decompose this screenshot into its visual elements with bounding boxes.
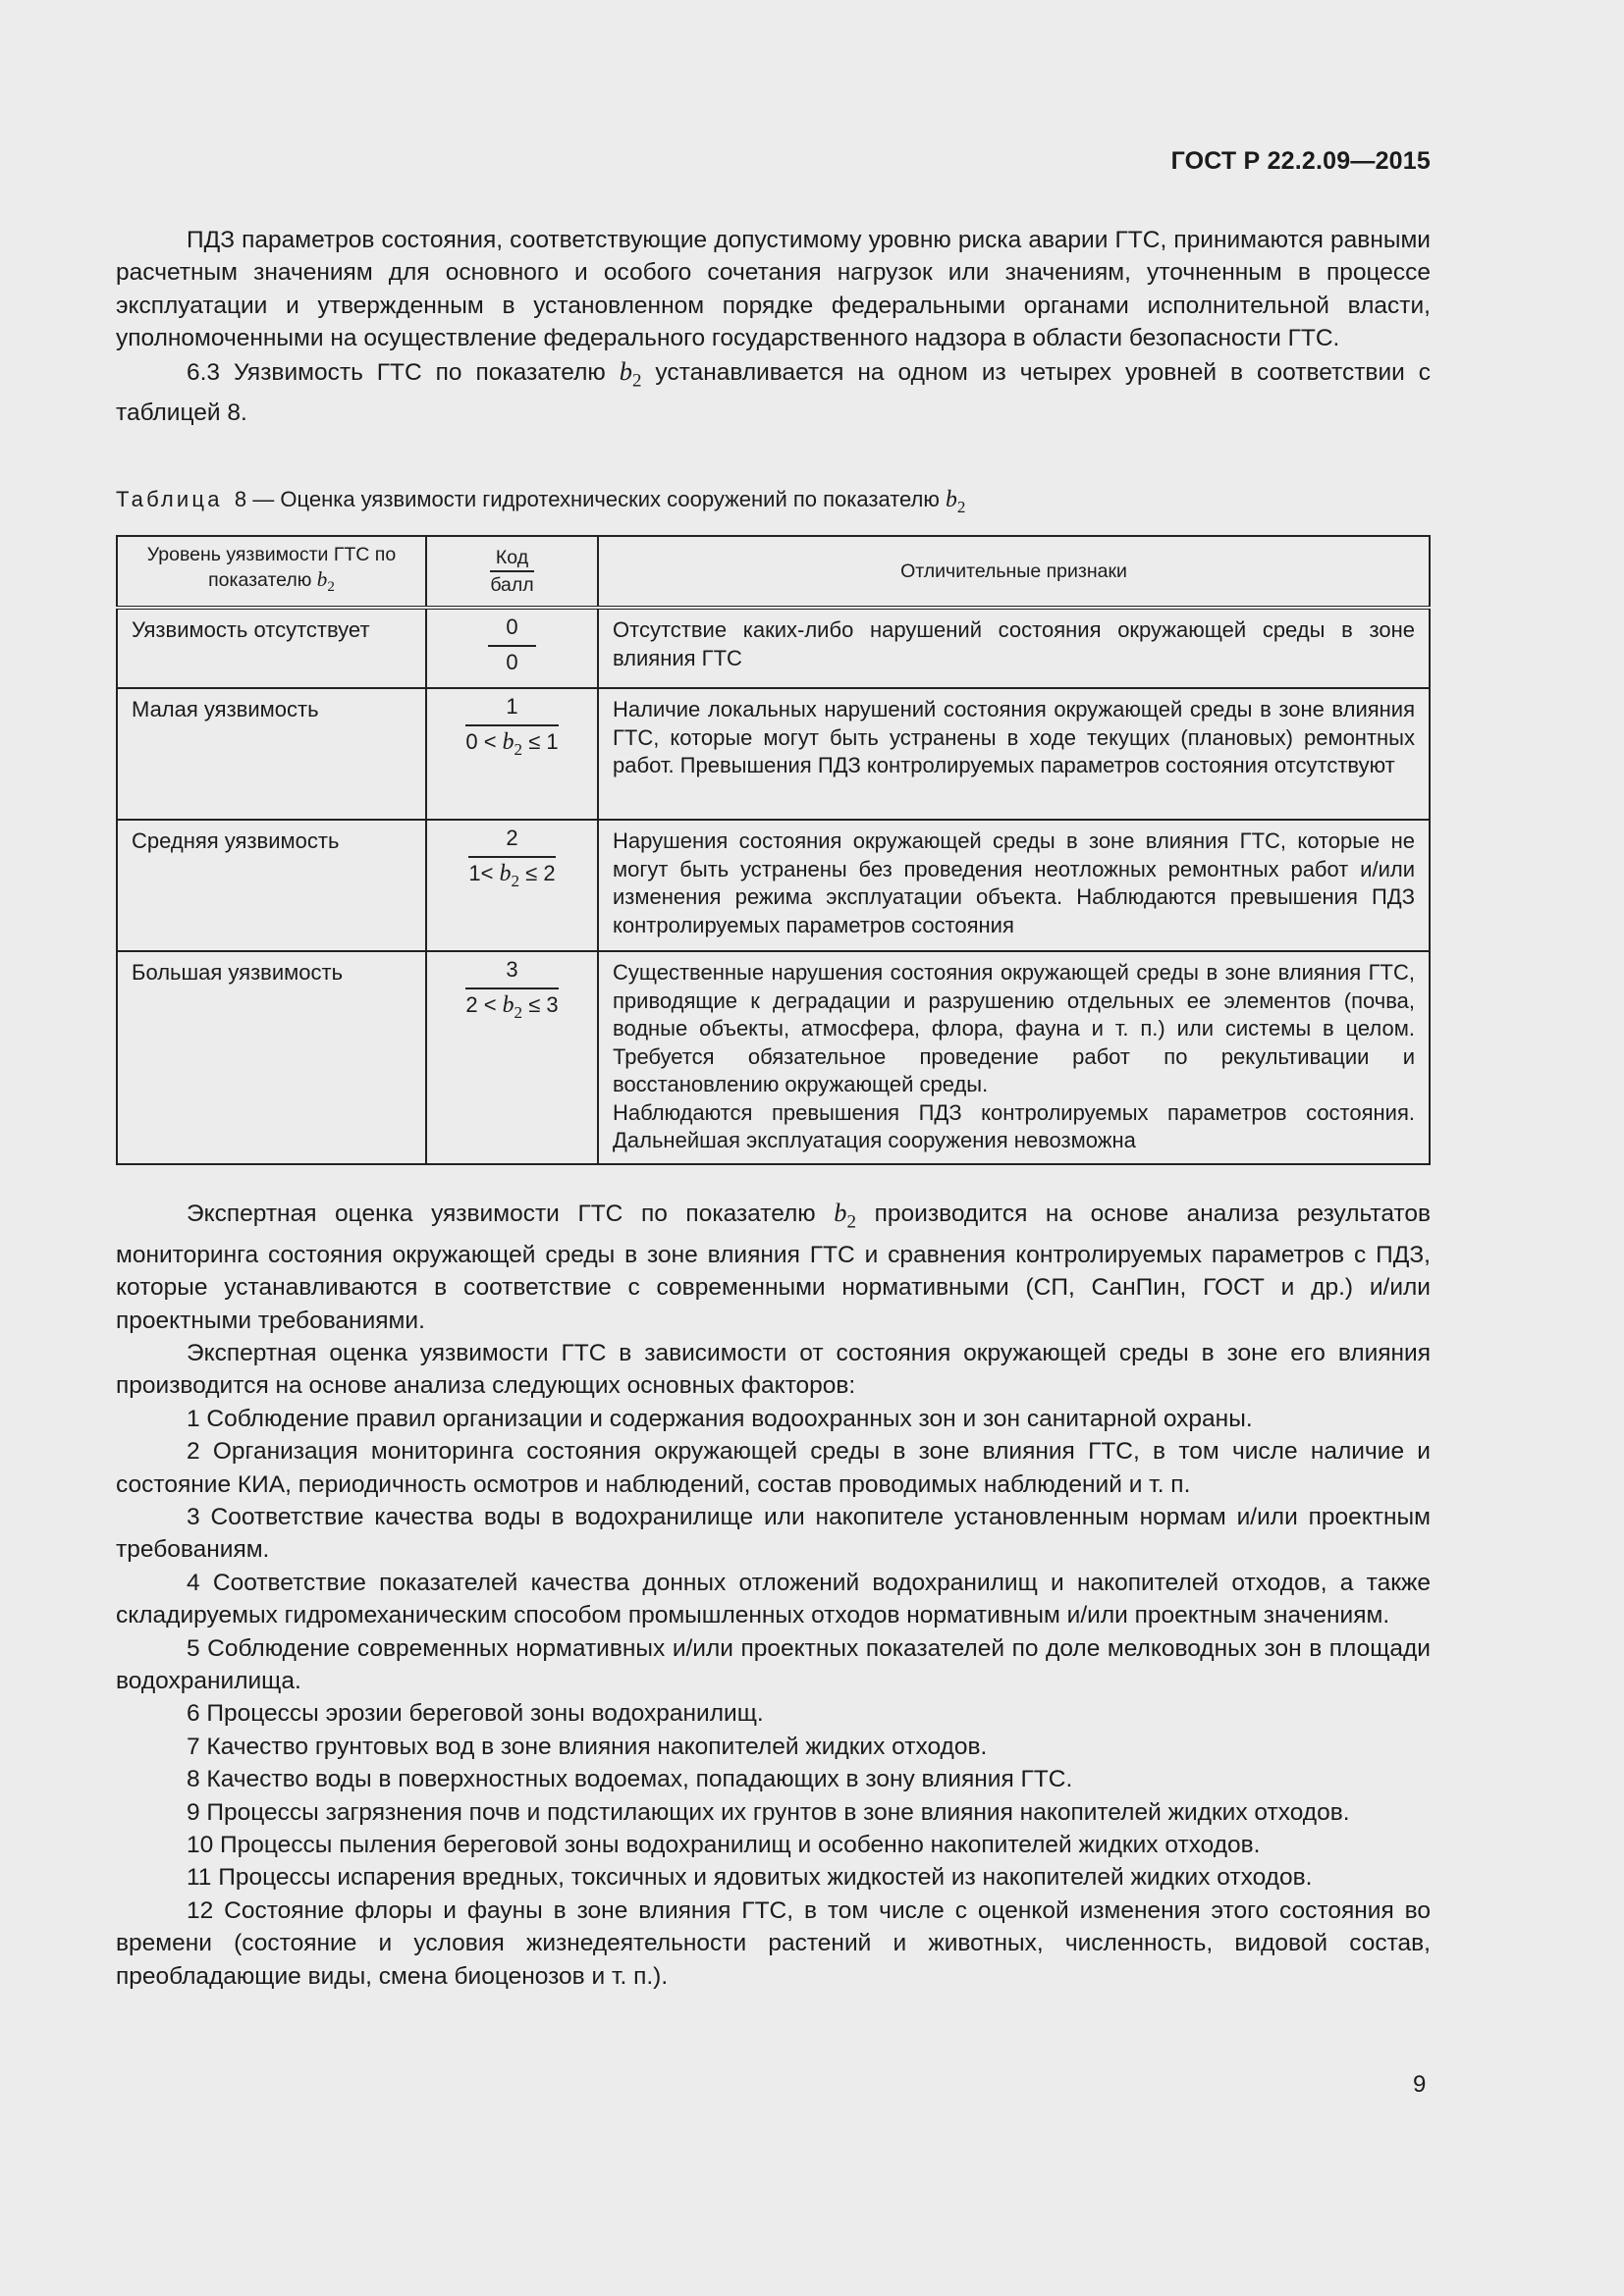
factor-item: 12 Состояние флоры и фауны в зоне влияния ГТС, в том числе с оценкой изменения этого состояния во времени (состояние и условия жизнедеятельности растений и животных, численность, видовой состав, преобладающие виды, смена биоценозов и т. п.). bbox=[116, 1896, 1431, 1990]
table-row bbox=[117, 688, 1430, 820]
level-cell: Уязвимость отсутствует bbox=[117, 608, 426, 688]
section-6-3-text-end: устанавливается на одном из четырех уровней в соответствии с таблицей 8. bbox=[116, 358, 1432, 427]
body-section bbox=[116, 1197, 1431, 1993]
score-range: $1< b_2 \le 2$ bbox=[468, 860, 556, 890]
code-cell bbox=[426, 951, 598, 1164]
header-code-label: Код bbox=[490, 545, 534, 572]
description-cell: Отсутствие каких-либо нарушений состояния окружающей среды в зоне влияния ГТС bbox=[598, 608, 1430, 688]
factors-intro-paragraph: Экспертная оценка уязвимости ГТС в зависимости от состояния окружающей среды в зоне его влияния производится на основе анализа следующих основных факторов: bbox=[116, 1339, 1431, 1400]
table-header-row bbox=[117, 536, 1430, 608]
code-score-fraction bbox=[490, 545, 534, 598]
level-cell: Большая уязвимость bbox=[117, 951, 426, 1164]
table-row bbox=[117, 951, 1430, 1164]
section-6-3-text-start: 6.3 Уязвимость ГТС по показателю bbox=[187, 358, 606, 386]
score-range: $2 < b_2 \le 3$ bbox=[465, 991, 559, 1022]
factor-item: 10 Процессы пыления береговой зоны водохранилищ и особенно накопителей жидких отходов. bbox=[187, 1832, 1261, 1858]
b2-variable: $b_2$ bbox=[316, 567, 335, 596]
description-cell: Наличие локальных нарушений состояния окружающей среды в зоне влияния ГТС, которые могут быть устранены в ходе текущих (плановых) ремонтных работ. Превышения ПДЗ контролируемых параметров состояния отсутствуют bbox=[598, 688, 1430, 820]
vulnerability-table bbox=[116, 535, 1431, 1165]
table-caption-text: 8 — Оценка уязвимости гидротехнических сооружений по показателю bbox=[234, 487, 940, 511]
header-signs: Отличительные признаки bbox=[598, 536, 1430, 608]
factor-item: 4 Соответствие показателей качества донных отложений водохранилищ и накопителей отходов, а также складируемых гидромеханическим способом промышленных отходов нормативным и/или проектным значениям. bbox=[116, 1569, 1431, 1629]
description-cell: Нарушения состояния окружающей среды в зоне влияния ГТС, которые не могут быть устранены без проведения неотложных ремонтных работ и/или изменения режима эксплуатации объекта. Наблюдаются превышения ПДЗ контролируемых параметров состояния bbox=[598, 820, 1430, 951]
table-caption bbox=[116, 485, 1431, 522]
intro-section bbox=[116, 224, 1431, 430]
code-cell bbox=[426, 608, 598, 688]
b2-variable: $b_2$ bbox=[619, 355, 642, 391]
factor-item: 3 Соответствие качества воды в водохранилище или накопителе установленным нормам и/или проектным требованиям. bbox=[116, 1503, 1431, 1564]
factor-item: 11 Процессы испарения вредных, токсичных и ядовитых жидкостей из накопителей жидких отходов. bbox=[187, 1864, 1313, 1892]
b2-variable: $b_2$ bbox=[834, 1198, 857, 1233]
header-level: Уровень уязвимости ГТС по показателю $b_2$ bbox=[117, 536, 426, 608]
level-cell: Малая уязвимость bbox=[117, 688, 426, 820]
factor-item: 6 Процессы эрозии береговой зоны водохранилищ. bbox=[187, 1700, 764, 1728]
table-row bbox=[117, 608, 1430, 688]
level-cell: Средняя уязвимость bbox=[117, 820, 426, 951]
expert-assessment-paragraph: Экспертная оценка уязвимости ГТС по показателю $b_2$ производится на основе анализа результатов мониторинга состояния окружающей среды в зоне влияния ГТС и сравнения контролируемых параметров с ПДЗ, которые устанавливаются в соответствие с современными нормативными (СП, СанПин, ГОСТ и др.) и/или проектными требованиями. bbox=[116, 1198, 1432, 1334]
factor-item: 2 Организация мониторинга состояния окружающей среды в зоне влияния ГТС, в том числе наличие и состояние КИА, периодичность осмотров и наблюдений, состав проводимых наблюдений и т. п. bbox=[116, 1438, 1431, 1498]
description-cell-continuation: Наблюдаются превышения ПДЗ контролируемых параметров состояния. Дальнейшая эксплуатация сооружения невозможна bbox=[613, 1099, 1415, 1152]
code-value: 3 bbox=[465, 956, 558, 989]
b2-variable: $b_2$ bbox=[946, 487, 966, 516]
factor-item: 5 Соблюдение современных нормативных и/или проектных показателей по доле мелководных зон в площади водохранилища. bbox=[116, 1634, 1431, 1694]
code-cell bbox=[426, 688, 598, 820]
section-6-3-paragraph bbox=[116, 355, 1431, 430]
intro-paragraph: ПДЗ параметров состояния, соответствующие допустимому уровню риска аварии ГТС, принимаются равными расчетным значениям для основного и особого сочетания нагрузок или значениям, уточненным в процессе эксплуатации и утвержденным в установленном порядке федеральными органами исполнительной власти, уполномоченными на осуществление федерального государственного надзора в области безопасности ГТС. bbox=[116, 227, 1431, 352]
factor-item: 1 Соблюдение правил организации и содержания водоохранных зон и зон санитарной охраны. bbox=[187, 1405, 1253, 1432]
score-range: $0 < b_2 \le 1$ bbox=[465, 728, 559, 759]
score-range: 0 bbox=[506, 649, 518, 674]
description-cell: Существенные нарушения состояния окружающей среды в зоне влияния ГТС, приводящие к деградации и разрушению отдельных ее элементов (почва, водные объекты, атмосфера, флора, фауна и т. п.) или системы в целом. Требуется обязательное проведение работ по рекультивации и восстановлению окружающей среды. Наблюдаются превышения ПДЗ контролируемых параметров состояния. Дальнейшая эксплуатация сооружения невозможна bbox=[598, 951, 1430, 1164]
code-value: 2 bbox=[468, 825, 555, 858]
code-cell bbox=[426, 820, 598, 951]
table-caption-label: Таблица bbox=[116, 487, 223, 511]
document-header: ГОСТ Р 22.2.09—2015 bbox=[1170, 147, 1431, 175]
table-row bbox=[117, 820, 1430, 951]
factor-item: 8 Качество воды в поверхностных водоемах, попадающих в зону влияния ГТС. bbox=[187, 1766, 1073, 1793]
header-score-label: балл bbox=[490, 574, 534, 596]
factor-item: 9 Процессы загрязнения почв и подстилающих их грунтов в зоне влияния накопителей жидких отходов. bbox=[187, 1798, 1350, 1826]
page-number: 9 bbox=[1413, 2071, 1427, 2098]
code-value: 0 bbox=[488, 614, 535, 647]
factor-item: 7 Качество грунтовых вод в зоне влияния накопителей жидких отходов. bbox=[187, 1733, 988, 1760]
header-code bbox=[426, 536, 598, 608]
code-value: 1 bbox=[465, 693, 558, 726]
